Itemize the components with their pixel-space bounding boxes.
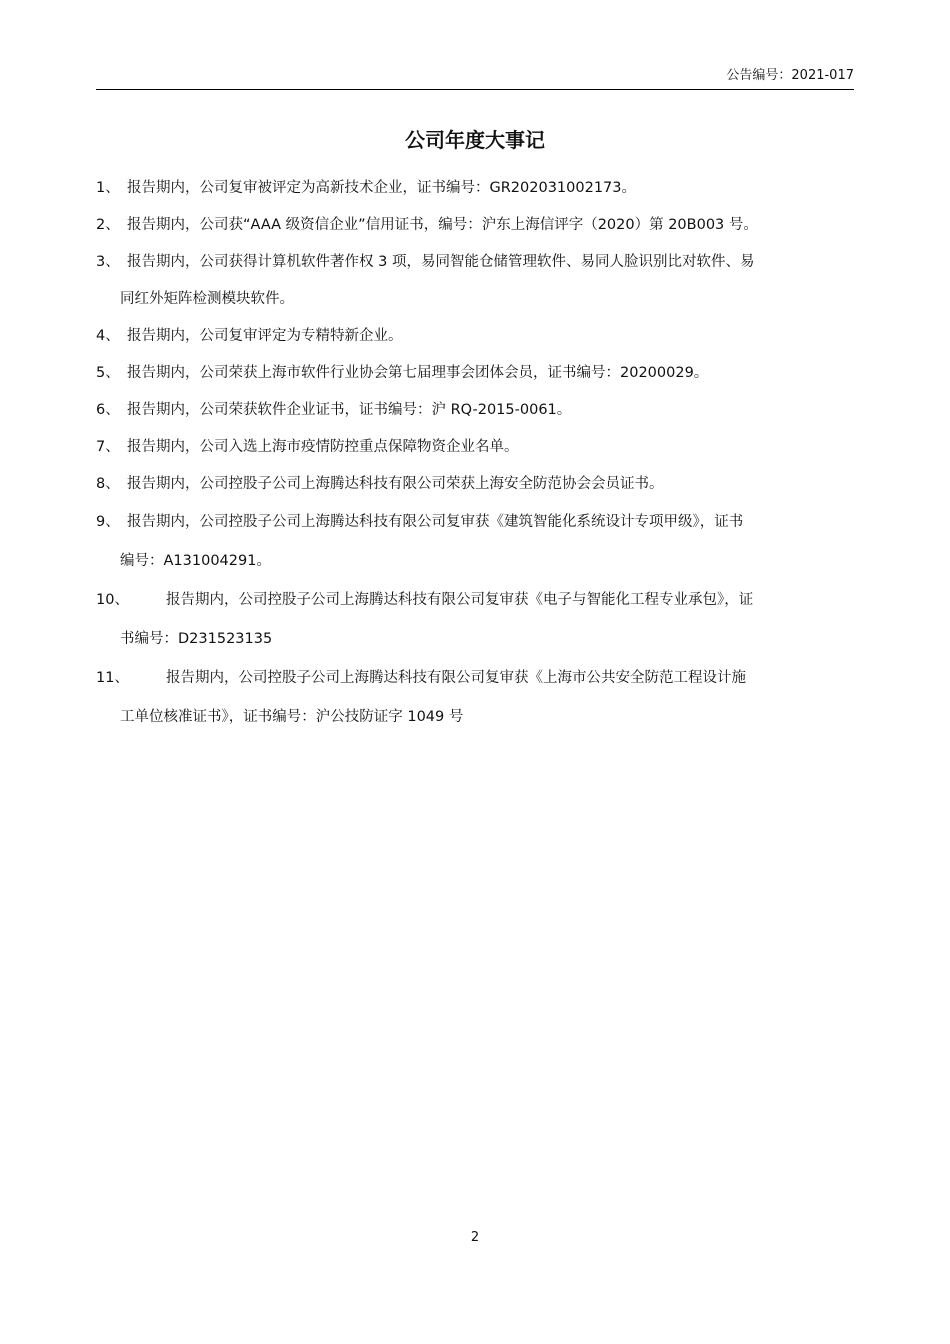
- item-text: [96, 503, 856, 581]
- item-number: 5、: [96, 365, 120, 381]
- list-item: [96, 355, 856, 392]
- item-text: [96, 207, 856, 244]
- item-text-line2: 书编号：D231523135: [120, 631, 273, 647]
- item-number: 7、: [96, 439, 120, 455]
- header-divider: [96, 89, 854, 90]
- item-text-line2: 工单位核准证书》，证书编号：沪公技防证字 1049 号: [120, 709, 464, 725]
- item-text-line2: 编号：A131004291。: [120, 553, 271, 569]
- item-text: [96, 429, 856, 466]
- announcement-number: 公告编号：2021-017: [726, 68, 854, 83]
- list-item: [96, 170, 856, 207]
- list-item: [96, 429, 856, 466]
- page-title: 公司年度大事记: [405, 128, 545, 152]
- list-item: [96, 503, 856, 581]
- item-text-line1: 报告期内，公司获得计算机软件著作权 3 项，易同智能仓储管理软件、易同人脸识别比对软件、易: [127, 254, 755, 270]
- item-text-line1: 报告期内，公司复审被评定为高新技术企业，证书编号：GR202031002173。: [127, 180, 637, 196]
- item-number: 4、: [96, 328, 120, 344]
- item-number: 11、: [96, 670, 129, 686]
- item-text-line1: 报告期内，公司控股子公司上海腾达科技有限公司复审获《上海市公共安全防范工程设计施: [166, 670, 746, 686]
- list-item: [96, 318, 856, 355]
- list-item: [96, 659, 856, 737]
- list-item: [96, 207, 856, 244]
- item-text-line1: 报告期内，公司入选上海市疫情防控重点保障物资企业名单。: [127, 439, 519, 455]
- item-text-line1: 报告期内，公司控股子公司上海腾达科技有限公司复审获《建筑智能化系统设计专项甲级》，证书: [127, 514, 744, 530]
- item-text: [96, 318, 856, 355]
- events-list: [96, 170, 856, 737]
- page-number: 2: [470, 1230, 480, 1245]
- item-text: [96, 355, 856, 392]
- item-number: 8、: [96, 476, 120, 492]
- item-number: 6、: [96, 402, 120, 418]
- list-item: [96, 466, 856, 503]
- item-text-line1: 报告期内，公司荣获上海市软件行业协会第七届理事会团体会员，证书编号：20200029。: [127, 365, 709, 381]
- item-text-line1: 报告期内，公司控股子公司上海腾达科技有限公司荣获上海安全防范协会会员证书。: [127, 476, 664, 492]
- item-text-line1: 报告期内，公司复审评定为专精特新企业。: [127, 328, 403, 344]
- item-number: 3、: [96, 254, 120, 270]
- item-number: 10、: [96, 592, 129, 608]
- item-text: [96, 659, 856, 737]
- list-item: [96, 244, 856, 318]
- item-number: 9、: [96, 514, 120, 530]
- item-number: 1、: [96, 180, 120, 196]
- item-text-line1: 报告期内，公司荣获软件企业证书，证书编号：沪 RQ-2015-0061。: [127, 402, 572, 418]
- item-text: [96, 170, 856, 207]
- item-text: [96, 466, 856, 503]
- item-text-line1: 报告期内，公司获“AAA 级资信企业”信用证书，编号：沪东上海信评字（2020）第 20B003 号。: [127, 217, 758, 233]
- list-item: [96, 581, 856, 659]
- item-text: [96, 244, 856, 318]
- list-item: [96, 392, 856, 429]
- item-text-line2: 同红外矩阵检测模块软件。: [120, 291, 294, 307]
- item-text: [96, 581, 856, 659]
- item-number: 2、: [96, 217, 120, 233]
- item-text-line1: 报告期内，公司控股子公司上海腾达科技有限公司复审获《电子与智能化工程专业承包》，证: [166, 592, 754, 608]
- item-text: [96, 392, 856, 429]
